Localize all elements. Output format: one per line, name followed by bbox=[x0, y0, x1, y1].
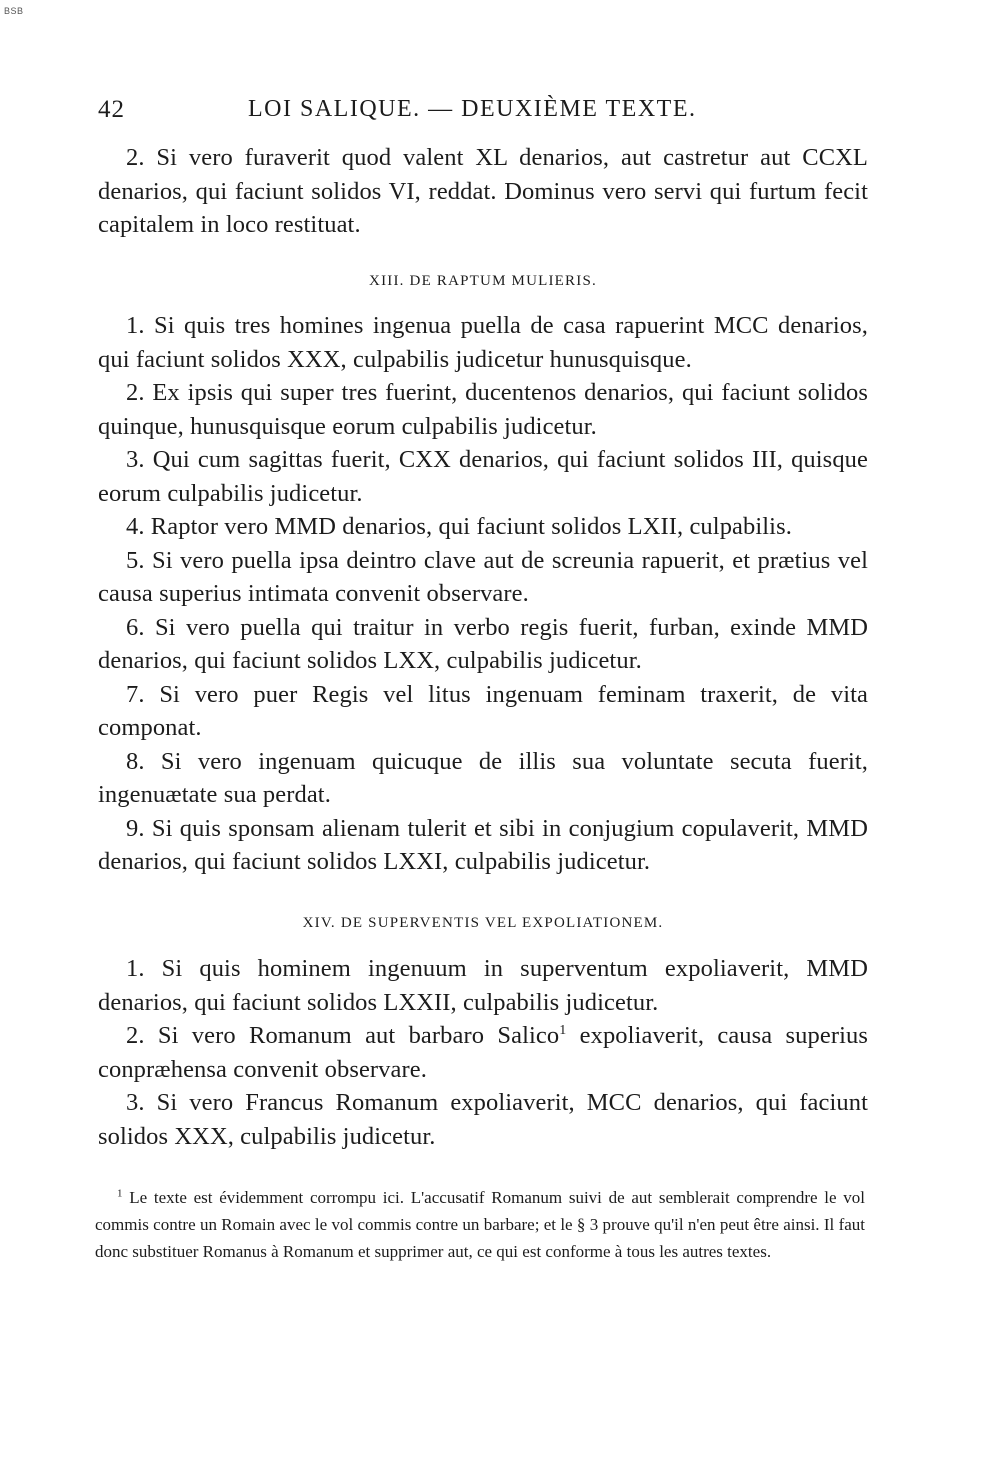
paragraph: 2. Si vero furaverit quod valent XL denarios, aut castretur aut CCXL denarios, qui faciunt solidos VI, reddat. Dominus vero servi qui furtum fecit capitalem in loco restituat. bbox=[98, 144, 868, 238]
section-xiv-body bbox=[98, 952, 868, 1153]
top-text-block bbox=[98, 141, 868, 242]
paragraph: 1. Si quis hominem ingenuum in superventum expoliaverit, MMD denarios, qui faciunt solidos LXXII, culpabilis judicetur. bbox=[98, 955, 868, 1016]
paragraph-text: 2. Si vero Romanum aut barbaro Salico bbox=[126, 1022, 560, 1049]
page-header bbox=[98, 96, 868, 132]
section-xiii-body bbox=[98, 309, 868, 879]
section-title-xiv: XIV. DE SUPERVENTIS VEL EXPOLIATIONEM. bbox=[302, 915, 664, 931]
paragraph: 5. Si vero puella ipsa deintro clave aut de screunia rapuerit, et prætius vel causa superius intimata convenit observare. bbox=[98, 546, 868, 607]
paragraph: 4. Raptor vero MMD denarios, qui faciunt solidos LXII, culpabilis. bbox=[126, 513, 792, 540]
footnote bbox=[95, 1184, 865, 1265]
page-number: 42 bbox=[98, 96, 125, 123]
paragraph: 8. Si vero ingenuam quicuque de illis sua voluntate secuta fuerit, ingenuætate sua perdat. bbox=[98, 747, 868, 808]
paragraph: 1. Si quis tres homines ingenua puella de casa rapuerint MCC denarios, qui faciunt solidos XXX, culpabilis judicetur hunusquisque. bbox=[98, 312, 868, 373]
footnote-reference[interactable]: 1 bbox=[559, 1022, 567, 1038]
paragraph-with-footnote bbox=[98, 1019, 868, 1086]
paragraph: 2. Ex ipsis qui super tres fuerint, ducentenos denarios, qui faciunt solidos quinque, hunusquisque eorum culpabilis judicetur. bbox=[98, 379, 868, 440]
section-title-xiii: XIII. DE RAPTUM MULIERIS. bbox=[369, 273, 597, 289]
footnote-mark: 1 bbox=[117, 1187, 123, 1200]
paragraph-text: expoliaverit, causa superius conpræhensa convenit observare. bbox=[98, 1022, 869, 1083]
paragraph: 3. Si vero Francus Romanum expoliaverit, MCC denarios, qui faciunt solidos XXX, culpabilis judicetur. bbox=[98, 1089, 868, 1150]
paragraph: 3. Qui cum sagittas fuerit, CXX denarios, qui faciunt solidos III, quisque eorum culpabilis judicetur. bbox=[98, 446, 868, 507]
watermark: BSB bbox=[4, 6, 24, 16]
paragraph: 9. Si quis sponsam alienam tulerit et sibi in conjugium copulaverit, MMD denarios, qui faciunt solidos LXXI, culpabilis judicetur. bbox=[98, 814, 868, 875]
running-title: LOI SALIQUE. — DEUXIÈME TEXTE. bbox=[248, 96, 697, 122]
footnote-text: Le texte est évidemment corrompu ici. L'accusatif Romanum suivi de aut semblerait comprendre le vol commis contre un Romain avec le vol commis contre un barbare; et le § 3 prouve qu'il n'en peut être ainsi. Il faut donc substituer Romanus à Romanum et supprimer aut, ce qui est conforme à tous les autres textes. bbox=[95, 1188, 866, 1261]
paragraph: 6. Si vero puella qui traitur in verbo regis fuerit, furban, exinde MMD denarios, qui faciunt solidos LXX, culpabilis judicetur. bbox=[98, 613, 868, 674]
paragraph: 7. Si vero puer Regis vel litus ingenuam feminam traxerit, de vita componat. bbox=[98, 680, 868, 741]
